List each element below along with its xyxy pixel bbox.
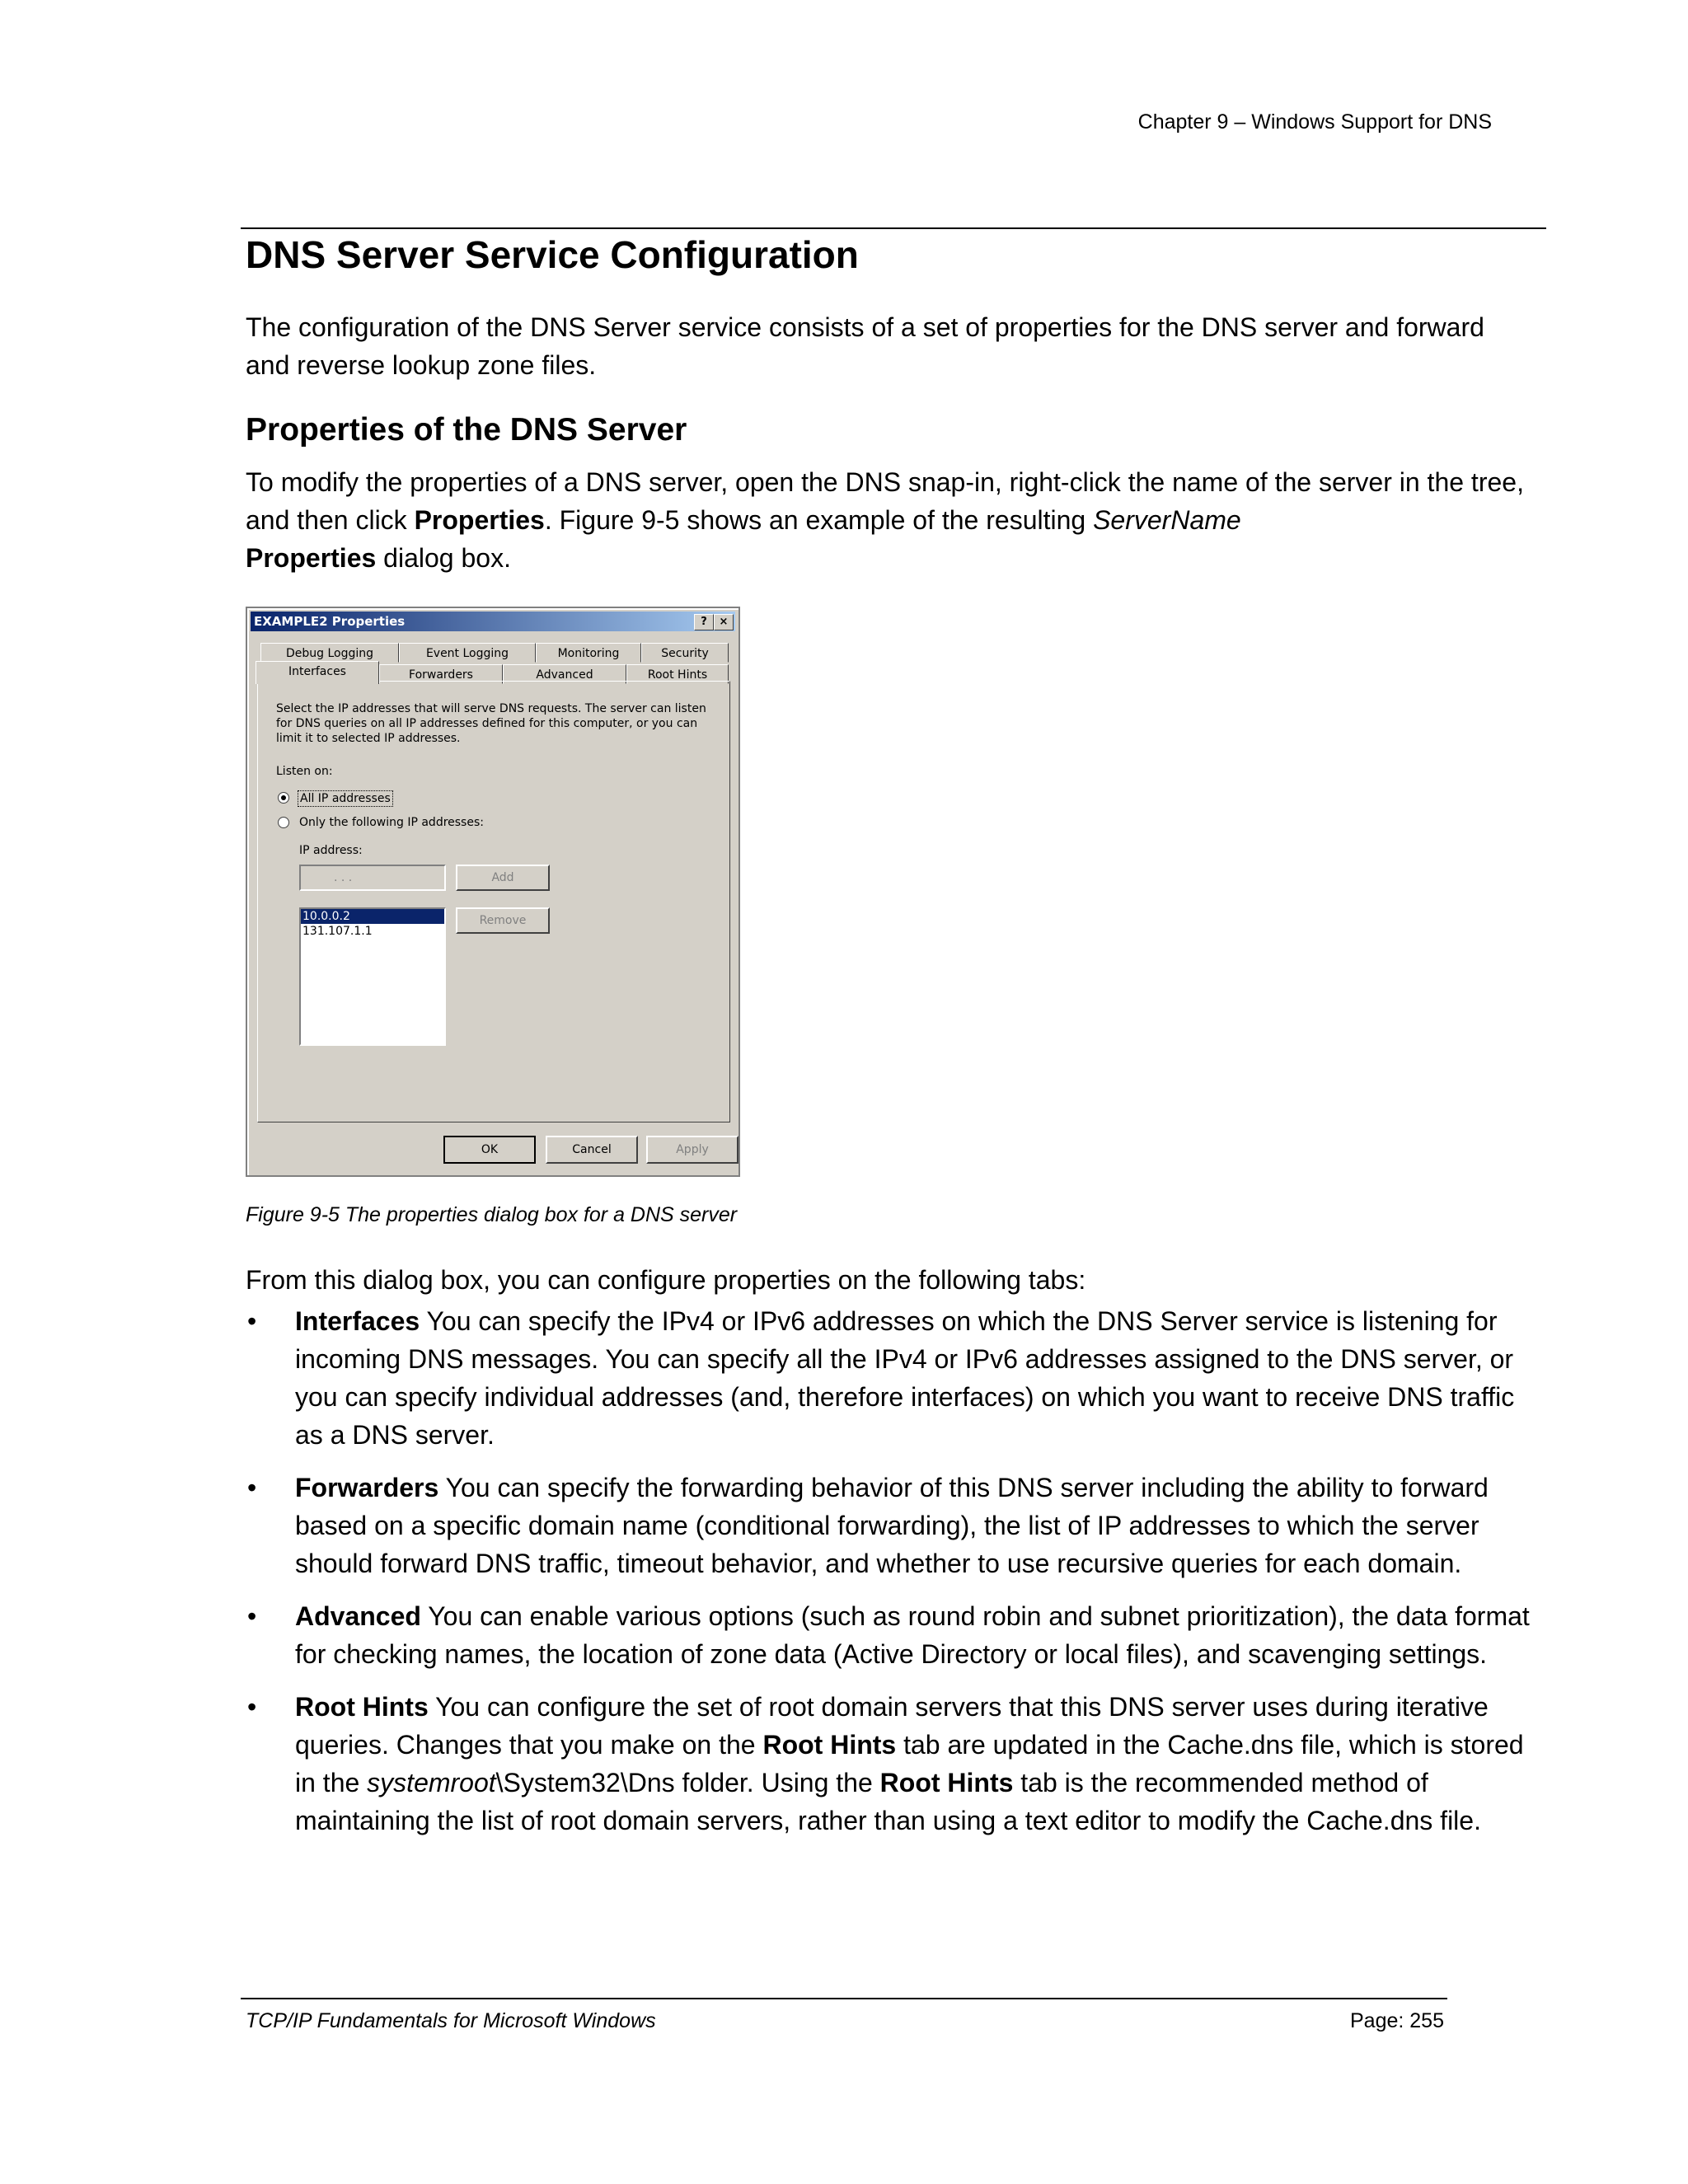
radio-all-ip[interactable] [278, 792, 289, 804]
bullet-advanced [246, 1597, 1548, 1673]
dialog-titlebar [251, 612, 735, 631]
tab-monitoring[interactable]: Monitoring [536, 643, 641, 663]
ip-address-placeholder: . . . [334, 871, 353, 884]
subsection-title: Properties of the DNS Server [246, 412, 687, 448]
footer-page-number: Page: 255 [1350, 2009, 1444, 2032]
bullet-text: You can specify the IPv4 or IPv6 addresses on which the DNS Server service is listening for incoming DNS messages. You can specify all the IPv4 or IPv6 addresses assigned to the DNS server, or you can specify individual addresses (and, therefore interfaces) on which you want to receive DNS traffic as a DNS server. [295, 1306, 1515, 1450]
bullet-root-hints: • Root Hints You can configure the set of root domain servers that this DNS server uses during iterative queries. Changes that you make on the Root Hints tab are updated in the Cache.dns file, which is stored in the systemroot\System32\Dns folder. Using the Root Hints tab is the recommended method of maintaining the list of root domain servers, rather than using a text editor to modify the Cache.dns file. [246, 1688, 1548, 1840]
bullet-term: Interfaces [295, 1306, 420, 1336]
tab-event-logging[interactable]: Event Logging [399, 643, 536, 663]
tab-root-hints[interactable]: Root Hints [626, 664, 729, 684]
cancel-button[interactable]: Cancel [546, 1136, 638, 1164]
tab-forwarders[interactable]: Forwarders [379, 664, 503, 684]
radio-only-ip-label[interactable]: Only the following IP addresses: [299, 816, 484, 829]
radio-all-ip-label[interactable]: All IP addresses [298, 790, 393, 807]
tabs-intro-paragraph: From this dialog box, you can configure properties on the following tabs: [246, 1265, 1086, 1295]
bullet-text: You can enable various options (such as round robin and subnet prioritization), the data format for checking names, the location of zone data (Active Directory or local files), and scavenging settings. [295, 1601, 1530, 1669]
bullet-term: Forwarders [295, 1473, 439, 1502]
intro-paragraph: The configuration of the DNS Server service consists of a set of properties for the DNS server and forward and reverse lookup zone files. [246, 312, 1484, 380]
ip-list-item[interactable]: 131.107.1.1 [302, 925, 373, 938]
close-button[interactable]: × [714, 614, 734, 630]
top-rule [241, 227, 1546, 229]
bullet-icon: • [247, 1306, 257, 1336]
bullet-icon: • [247, 1601, 257, 1631]
bullet-forwarders [246, 1469, 1548, 1582]
listen-on-label: Listen on: [276, 765, 333, 778]
tab-panel-interfaces [257, 681, 730, 1122]
tab-bullet-list [246, 1302, 1548, 1854]
properties-paragraph: To modify the properties of a DNS server, open the DNS snap-in, right-click the name of the server in the tree, and then click Properties. Figure 9-5 shows an example of the resulting ServerName Properties dialog box. [246, 467, 1524, 573]
tab-advanced[interactable]: Advanced [503, 664, 626, 684]
ip-address-input[interactable] [299, 865, 446, 891]
ip-list-item[interactable]: 10.0.0.2 [301, 909, 444, 924]
bullet-interfaces [246, 1302, 1548, 1454]
tab-interfaces[interactable]: Interfaces [256, 661, 379, 684]
tab-debug-logging[interactable]: Debug Logging [260, 643, 399, 663]
figure-caption: Figure 9-5 The properties dialog box for a DNS server [246, 1203, 738, 1226]
tab-security[interactable]: Security [641, 643, 729, 663]
ip-address-label: IP address: [299, 844, 363, 857]
add-button[interactable]: Add [456, 865, 550, 891]
remove-button[interactable]: Remove [456, 907, 550, 934]
running-header: Chapter 9 – Windows Support for DNS [1137, 110, 1492, 134]
ok-button[interactable]: OK [443, 1136, 536, 1164]
section-title: DNS Server Service Configuration [246, 233, 859, 276]
radio-only-ip[interactable] [278, 817, 289, 828]
properties-dialog [246, 607, 740, 1177]
bullet-text: You can specify the forwarding behavior of this DNS server including the ability to forward based on a specific domain name (conditional forwarding), the list of IP addresses to which the server should forward DNS traffic, timeout behavior, and whether to use recursive queries for each domain. [295, 1473, 1489, 1578]
dialog-title: EXAMPLE2 Properties [254, 614, 406, 629]
ip-address-list[interactable] [299, 907, 446, 1046]
figure-dialog-screenshot [246, 607, 740, 1177]
bullet-term: Advanced [295, 1601, 421, 1631]
bullet-icon: • [247, 1692, 257, 1722]
interfaces-description: Select the IP addresses that will serve DNS requests. The server can listen for DNS queries on all IP addresses defined for this computer, or you can limit it to selected IP addresses. [276, 702, 706, 745]
bullet-icon: • [247, 1473, 257, 1502]
footer-book-title: TCP/IP Fundamentals for Microsoft Windows [246, 2009, 656, 2032]
help-button[interactable]: ? [694, 614, 714, 630]
apply-button[interactable]: Apply [646, 1136, 738, 1164]
bullet-term: Root Hints [295, 1692, 429, 1722]
bottom-rule [241, 1998, 1447, 1999]
